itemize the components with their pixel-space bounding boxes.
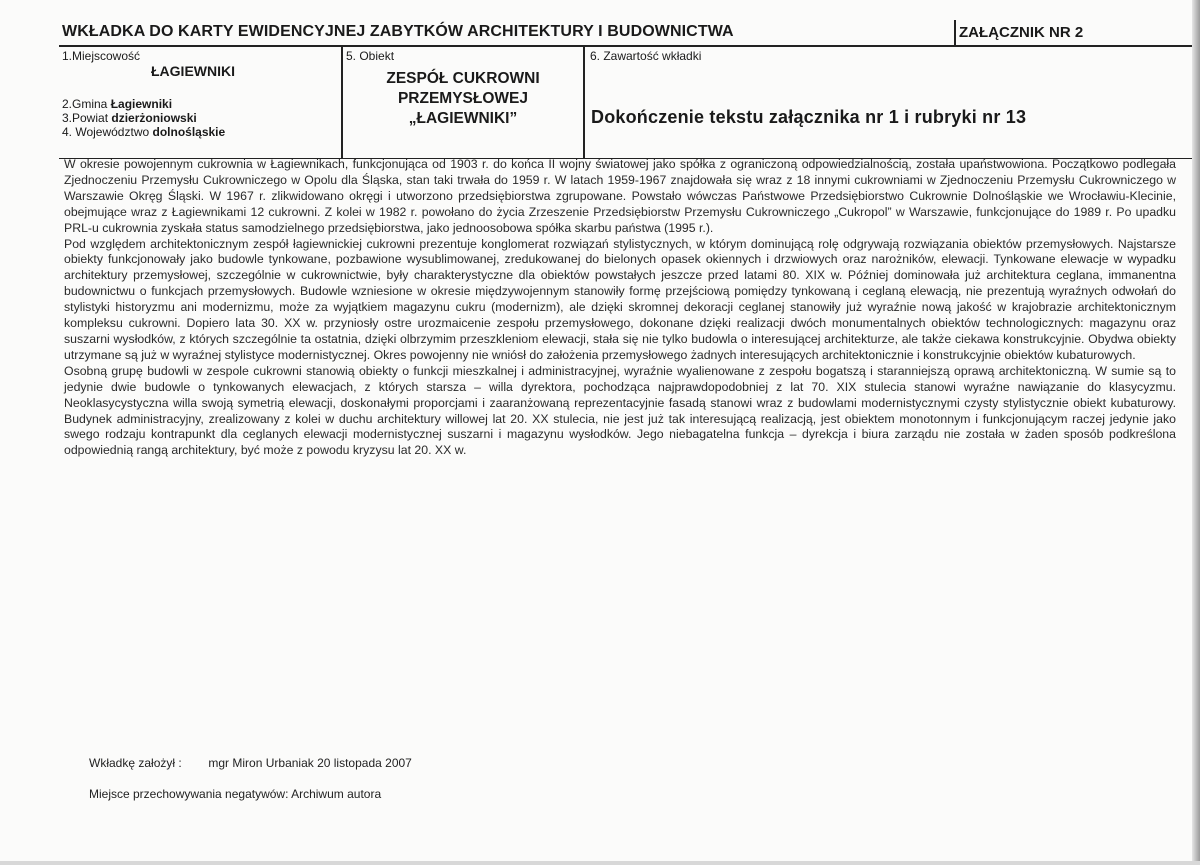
column-divider	[341, 47, 343, 158]
object-name	[345, 69, 581, 129]
object-name-line: ZESPÓŁ CUKROWNI	[386, 70, 540, 87]
object-field-label: 5. Obiekt	[346, 49, 395, 63]
city-value: ŁAGIEWNIKI	[151, 63, 235, 79]
negatives-line: Miejsce przechowywania negatywów: Archiwum autora	[89, 787, 382, 801]
county-line	[62, 111, 197, 125]
scan-edge-bottom	[0, 861, 1200, 865]
commune-line	[62, 97, 172, 111]
form-title: WKŁADKA DO KARTY EWIDENCYJNEJ ZABYTKÓW ARCHITEKTURY I BUDOWNICTWA	[62, 23, 734, 40]
title-row	[59, 18, 1197, 47]
column-divider	[583, 47, 585, 158]
author-label: Wkładkę założył :	[89, 756, 182, 770]
commune-label: 2.Gmina	[62, 97, 108, 111]
object-name-line: PRZEMYSŁOWEJ	[397, 90, 529, 107]
voivodeship-line	[62, 125, 225, 139]
voivodeship-label: 4. Województwo	[62, 125, 150, 139]
paragraph: Pod względem architektonicznym zespół łagiewnickiej cukrowni prezentuje konglomerat rozwiązań stylistycznych, w którym dominującą rolę odgrywają rozwiązania obiektów przemysłowych. Najstarsze obiekty funkcjonowały jako budowle tynkowane, pozbawione wysublimowanej, zredukowanej do bielonych opasek okiennych i drzwiowych oraz narożników, elewacji. Tynkowane elewacje w wypadku architektury przemysłowej, szczególnie w cukrownictwie, były charakterystyczne dla obiektów powstałych jeszcze przed latami 80. XIX w. Później dominowała już architektura ceglana, immanentna budownictwu o funkcjach przemysłowych. Budowle wzniesione w okresie międzywojennym stanowiły formę przejściową pomiędzy tynkowaną i ceglaną elewacją, nie prezentują wyraźnych odwołań do stylistyki historyzmu ani modernizmu, może za wyjątkiem magazynu cukru (modernizm), ale dzięki skromnej dekoracji ceglanej stanowiły już wyraźnie nową jakość w krajobrazie architektonicznym kompleksu cukrowni. Dopiero lata 30. XX w. przyniosły ostre urozmaicenie zespołu przemysłowego, dokonane dzięki realizacji dwóch monumentalnych obiektów technologicznych: magazynu oraz suszarni wysłodków, z których szczególnie ta ostatnia, dzięki olbrzymim przeszkleniom elewacji, stała się nie tylko budowla o interesującej architekturze, ale także ciekawa konstrukcyjnie. Obydwa obiekty utrzymane są już w wyraźnej stylistyce modernistycznej. Okres powojenny nie wniósł do założenia przemysłowego żadnych interesujących architektonicznie i konstrukcyjnie obiektów kubaturowych.	[64, 236, 1176, 362]
scan-edge	[1192, 0, 1200, 865]
county-label: 3.Powiat	[62, 111, 109, 125]
contents-title: Dokończenie tekstu załącznika nr 1 i rubryki nr 13	[591, 107, 1027, 127]
city-field-label: 1.Miejscowość	[62, 49, 141, 63]
paragraph: W okresie powojennym cukrownia w Łagiewnikach, funkcjonująca od 1903 r. do końca II wojny światowej jako spółka z ograniczoną odpowiedzialnością, została upaństwowiona. Początkowo podlegała Zjednoczeniu Przemysłu Cukrowniczego w Opolu dla Śląska, stan taki trwała do 1959 r. W latach 1959-1967 znajdowała się wraz z 18 innymi cukrowniami w Zjednoczeniu Przemysłu Cukrowniczego w Warszawie Okręg Śląski. W 1967 r. zlikwidowano okręgi i utworzono przedsiębiorstwa zgrupowane. Powstało wówczas Państwowe Przedsiębiorstwo Cukrownie Dolnośląskie we Wrocławiu-Klecinie, obejmujące wraz z Łagiewnikami 12 cukrowni. Z kolei w 1982 r. powołano do życia Zrzeszenie Przedsiębiorstw Przemysłu Cukrowniczego „Cukropol” w Warszawie, funkcjonujące do 1989 r. Po upadku PRL-u cukrownia zyskała status samodzielnego przedsiębiorstwa, jako jednoosobowa spółka skarbu państwa (1995 r.).	[64, 157, 1176, 235]
annex-label: ZAŁĄCZNIK NR 2	[959, 24, 1084, 41]
body-text	[64, 157, 1176, 459]
contents-field-label: 6. Zawartość wkładki	[590, 49, 702, 63]
county-value: dzierżoniowski	[111, 111, 197, 125]
author-line	[89, 756, 412, 770]
commune-value: Łagiewniki	[110, 97, 173, 111]
paragraph: Osobną grupę budowli w zespole cukrowni stanowią obiekty o funkcji mieszkalnej i administracyjnej, wyraźnie wyalienowane z zespołu bogatszą i staranniejszą oprawą architektoniczną. W sumie są to jedynie dwie budowle o tynkowanych elewacjach, z których starsza – willa dyrektora, pochodząca najprawdopodobniej z lat 70. XIX stulecia stanowi wyraźne nawiązanie do klasycyzmu. Neoklasycystyczna willa swoją symetrią elewacji, doskonałymi proporcjami i zaaranżowaną reprezentacyjnie fasadą stanowi wraz z budowlami modernistycznymi czysty stylistycznie obiekt kubaturowy. Budynek administracyjny, zrealizowany z kolei w duchu architektury willowej lat 20. XX stulecia, nie jest już tak interesującą realizacją, jest obiektem monotonnym i funkcjonującym raczej jedynie jako swego rodzaju kontrapunkt dla ceglanych elewacji modernistycznej suszarni i magazynu wysłodków. Jego niebagatelna funkcja – dyrekcja i biura zarządu nie została w żaden sposób podkreślona odpowiednią rangą architektury, być może z powodu kryzysu lat 20. XX w.	[64, 363, 1176, 458]
voivodeship-value: dolnośląskie	[152, 125, 226, 139]
header-fields-row	[59, 47, 1197, 159]
title-divider	[954, 20, 956, 45]
author-value: mgr Miron Urbaniak 20 listopada 2007	[208, 756, 412, 770]
object-name-line: „ŁAGIEWNIKI”	[408, 110, 518, 127]
form-header	[59, 18, 1197, 140]
